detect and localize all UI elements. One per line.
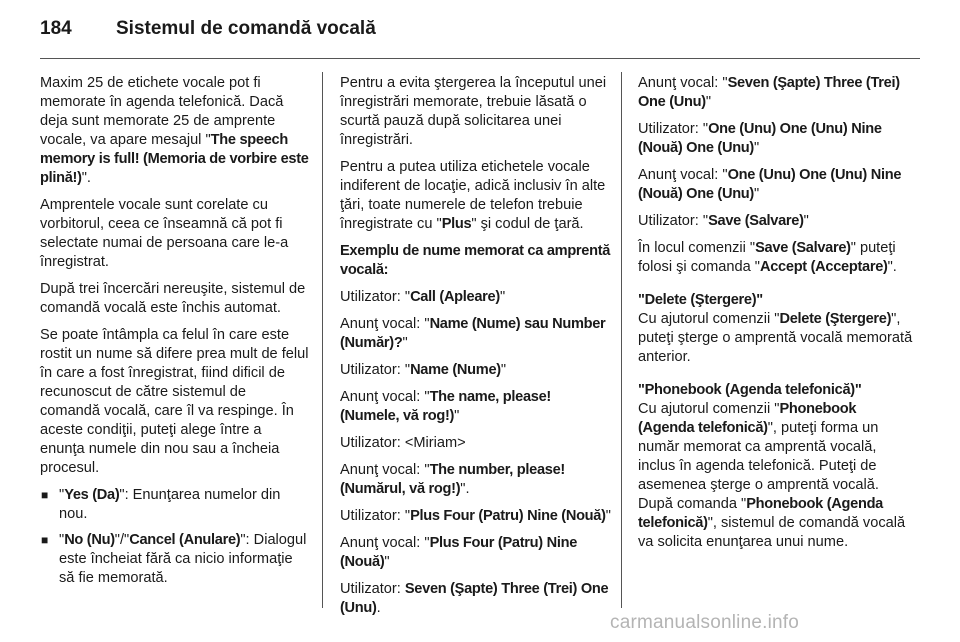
dialog-line: Utilizator: "Plus Four (Patru) Nine (Nouă)" [340, 508, 611, 524]
paragraph-speaker-dependent: Amprentele vocale sunt corelate cu vorbitorul, ceea ce înseamnă că pot fi selectate numai de persoana care le-a înregistrat. [40, 197, 289, 270]
column-2 [340, 74, 612, 626]
paragraph-plus-code: Pentru a putea utiliza etichetele vocale indiferent de locaţie, adică inclusiv în alte ţări, toate numerele de telefon trebuie înregistrate cu "Plus" şi codul de ţară. [340, 159, 606, 232]
dialog-line: Anunţ vocal: "Plus Four (Patru) Nine (Nouă)" [340, 535, 578, 570]
dialog-line: Utilizator: "Call (Apleare)" [340, 289, 506, 305]
dialog-line: Utilizator: <Miriam> [340, 435, 466, 451]
paragraph-three-attempts: După trei încercări nereuşite, sistemul de comandă vocală este închis automat. [40, 281, 306, 316]
column-1 [40, 74, 310, 595]
example-heading: Exemplu de nume memorat ca amprentă vocală: [340, 243, 611, 278]
paragraph-name-rejected: Se poate întâmpla ca felul în care este rostit un nume să difere prea mult de felul în care a fost înregistrat, fiind dificil de recunoscut de către sistemul de comandă vocală, care îl va respinge. În aceste condiţii, puteţi alege între a enunţa numele din nou sau a încheia procesul. [40, 327, 309, 476]
section-heading-phonebook: "Phonebook (Agenda telefonică)" [638, 382, 862, 398]
dialog-line: Utilizator: "Name (Nume)" [340, 362, 507, 378]
paragraph-delete: Cu ajutorul comenzii "Delete (Ştergere)", puteţi şterge o amprentă vocală memorată anterior. [638, 311, 913, 365]
dialog-line: Utilizator: "Save (Salvare)" [638, 213, 809, 229]
paragraph-phonebook: Cu ajutorul comenzii "Phonebook (Agenda telefonică)", puteţi forma un număr memorat ca amprentă vocală, inclus în agenda telefonică. Puteţi de asemenea şterge o amprentă vocală. După comanda "Phonebook (Agenda telefonică)", sistemul de comandă vocală va solicita enunţarea unui nume. [638, 401, 906, 550]
section-heading-delete: "Delete (Ştergere)" [638, 292, 763, 308]
dialog-line: Utilizator: "One (Unu) One (Unu) Nine (Nouă) One (Unu)" [638, 121, 882, 156]
column-divider-1 [322, 72, 323, 608]
list-item: ■ "Yes (Da)": Enunţarea numelor din nou. [41, 487, 281, 522]
paragraph-voice-tag-limit: Maxim 25 de etichete vocale pot fi memorate în agenda telefonică. Dacă deja sunt memorate 25 de amprente vocale, va apare mesajul "The speech memory is full! (Memoria de vorbire este plină!)". [40, 75, 309, 186]
dialog-line: Anunţ vocal: "The number, please! (Numărul, vă rog!)". [340, 462, 565, 497]
dialog-line: Utilizator: Seven (Şapte) Three (Trei) One (Unu). [340, 581, 609, 616]
header-divider [40, 58, 920, 59]
dialog-line: Anunţ vocal: "Seven (Şapte) Three (Trei) One (Unu)" [638, 75, 900, 110]
page-title: Sistemul de comandă vocală [116, 18, 376, 39]
paragraph-accept-alternative: În locul comenzii "Save (Salvare)" puteţi folosi şi comanda "Accept (Acceptare)". [638, 240, 897, 275]
dialog-line: Anunţ vocal: "One (Unu) One (Unu) Nine (Nouă) One (Unu)" [638, 167, 902, 202]
page-header [40, 18, 920, 48]
list-item: ■ "No (Nu)"/"Cancel (Anulare)": Dialogul este încheiat fără ca nicio informaţie să fie memorată. [41, 532, 307, 586]
dialog-line: Anunţ vocal: "Name (Nume) sau Number (Număr)?" [340, 316, 606, 351]
bullet-icon: ■ [41, 488, 49, 502]
dialog-line: Anunţ vocal: "The name, please! (Numele, vă rog!)" [340, 389, 551, 424]
column-divider-2 [621, 72, 622, 608]
bullet-icon: ■ [41, 533, 49, 547]
watermark: carmanualsonline.info [610, 612, 800, 633]
paragraph-pause: Pentru a evita ştergerea la începutul unei înregistrări memorate, trebuie lăsată o scurtă pauză după solicitarea unei înregistrări. [340, 75, 607, 148]
column-3 [638, 74, 914, 560]
options-list [40, 486, 310, 588]
page-number: 184 [40, 18, 72, 39]
